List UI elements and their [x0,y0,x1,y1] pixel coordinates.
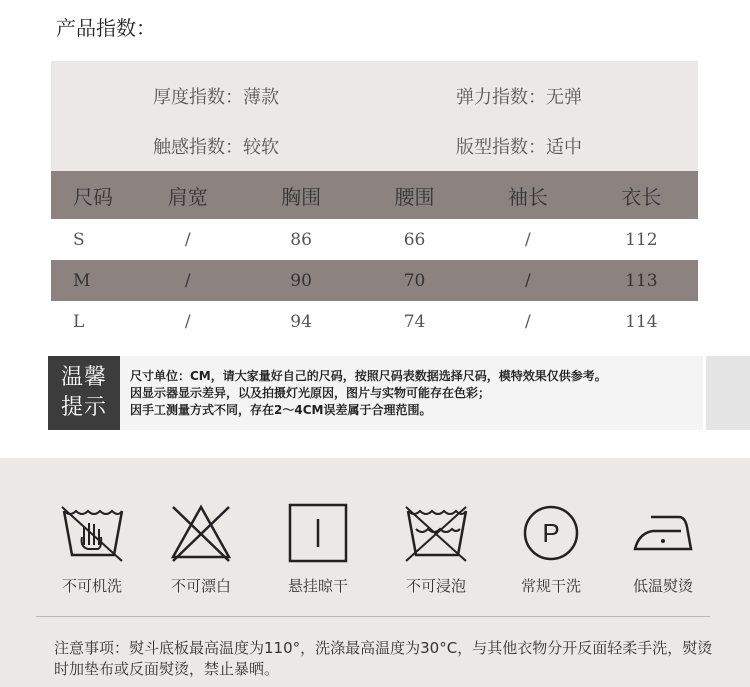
care-item-no-soak [378,503,494,596]
care-item-no-machine-wash [34,503,150,596]
tips-line: 尺寸单位：CM，请大家量好自己的尺码，按照尺码表数据选择尺码，模特效果仅供参考。 [130,369,607,383]
param-elasticity: 弹力指数：无弹 [456,87,582,108]
care-label: 常规干洗 [520,577,581,595]
table-cell: 70 [403,270,426,291]
table-cell: 86 [290,229,312,250]
table-cell: 114 [625,311,658,332]
table-cell: / [184,270,191,291]
tips-line: 因手工测量方式不同，存在2～4CM误差属于合理范围。 [130,403,432,417]
table-cell: S [73,229,85,250]
table-cell: / [184,311,191,332]
table-row [51,219,698,260]
tips-box [48,356,703,430]
table-cell: / [525,311,531,332]
table-row [51,260,698,301]
table-cell: / [525,229,531,250]
product-params-panel [51,61,698,171]
size-table-header [51,171,698,219]
care-instructions-section [0,458,750,687]
low-iron-icon [631,503,695,563]
care-item-low-iron [605,503,721,596]
no-bleach-icon [169,503,233,563]
no-machine-wash-icon [60,503,124,563]
table-cell: L [73,311,85,332]
table-cell: 74 [403,311,426,332]
param-fit: 版型指数：适中 [456,137,582,158]
table-cell: / [184,229,191,250]
table-cell: / [525,270,531,291]
header-cell: 腰围 [394,184,435,209]
tips-label-line2: 提示 [60,395,107,420]
dry-clean-icon [519,503,583,563]
table-cell: 94 [290,311,312,332]
param-thickness: 厚度指数：薄款 [153,87,279,108]
table-cell: 90 [290,270,312,291]
care-item-dry-clean [493,503,609,596]
care-label: 悬挂晾干 [287,577,348,595]
care-label: 不可浸泡 [405,577,466,595]
dry-clean-symbol: P [542,518,560,548]
care-item-hang-dry [260,503,376,596]
divider [36,616,710,617]
table-cell: 112 [625,229,658,250]
tips-label-line1: 温馨 [60,365,107,390]
tips-side-panel [706,356,750,430]
param-touch: 触感指数：较软 [153,137,279,158]
tips-label [48,356,120,430]
table-cell: 113 [625,270,658,291]
no-soak-icon [404,503,468,563]
table-cell: M [73,270,91,291]
tips-line: 因显示器显示差异，以及拍摄灯光原因，图片与实物可能存在色彩； [130,386,491,400]
header-cell: 尺码 [73,184,113,209]
care-label: 不可机洗 [61,577,122,595]
tips-text [130,368,607,419]
care-item-no-bleach [143,503,259,596]
header-cell: 衣长 [621,184,662,209]
size-table [51,171,698,342]
header-cell: 胸围 [281,184,322,209]
hang-dry-icon [286,503,350,563]
care-notes: 注意事项：熨斗底板最高温度为110°，洗涤最高温度为30°C，与其他衣物分开反面轻柔手洗，熨烫时加垫布或反面熨烫，禁止暴晒。 [54,639,713,678]
header-cell: 肩宽 [167,184,208,209]
header-cell: 袖长 [507,184,548,209]
care-label: 低温熨烫 [632,577,693,595]
page-title: 产品指数： [56,16,156,40]
table-cell: 66 [403,229,426,250]
care-label: 不可漂白 [170,577,231,595]
table-row [51,301,698,342]
